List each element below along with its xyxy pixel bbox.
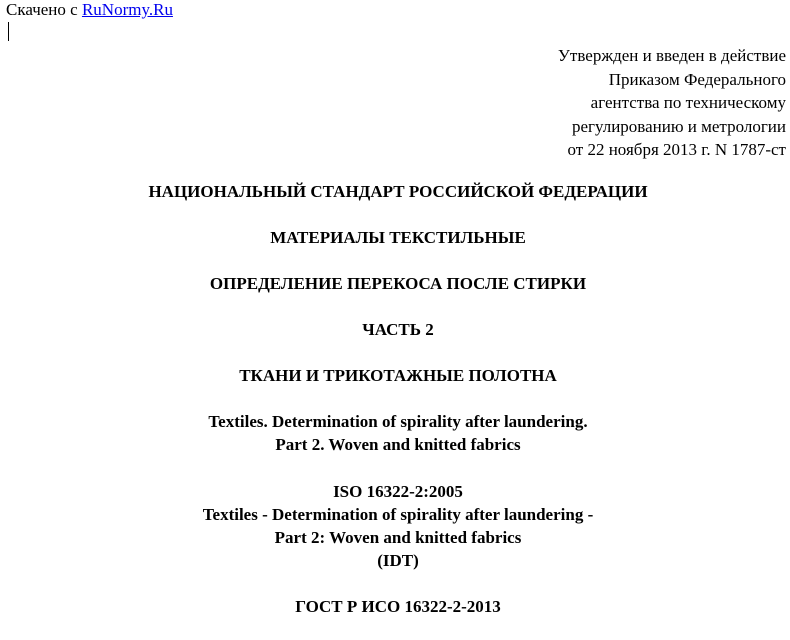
iso-equivalence: (IDT) <box>377 551 419 570</box>
standard-kind-text: НАЦИОНАЛЬНЫЙ СТАНДАРТ РОССИЙСКОЙ ФЕДЕРАЦИИ <box>148 182 648 201</box>
subject-text: МАТЕРИАЛЫ ТЕКСТИЛЬНЫЕ <box>270 228 526 247</box>
part-title-text: ТКАНИ И ТРИКОТАЖНЫЕ ПОЛОТНА <box>239 366 557 385</box>
english-title-line: Part 2. Woven and knitted fabrics <box>275 435 521 454</box>
method-text: ОПРЕДЕЛЕНИЕ ПЕРЕКОСА ПОСЛЕ СТИРКИ <box>209 274 587 293</box>
part-title-heading <box>0 364 790 387</box>
approval-line: регулированию и метрологии <box>571 116 786 136</box>
english-title-block <box>0 410 790 456</box>
iso-title-line: Part 2: Woven and knitted fabrics <box>274 528 522 547</box>
download-prefix-text: Скачено с <box>6 0 82 19</box>
approval-line: агентства по техническому <box>590 93 786 112</box>
method-heading <box>0 272 790 295</box>
iso-number: ISO 16322-2:2005 <box>333 482 463 501</box>
text-cursor <box>8 22 9 41</box>
approval-block <box>386 44 786 162</box>
download-source-line <box>6 0 173 20</box>
part-text: ЧАСТЬ 2 <box>362 320 434 339</box>
iso-title-line: Textiles - Determination of spirality after laundering - <box>202 505 594 524</box>
subject-heading <box>0 226 790 249</box>
approval-line: Утвержден и введен в действие <box>557 46 786 65</box>
gost-number-heading <box>0 595 790 618</box>
source-link[interactable]: RuNormy.Ru <box>81 0 173 19</box>
english-title-line: Textiles. Determination of spirality after laundering. <box>208 412 588 431</box>
approval-line: от 22 ноября 2013 г. N 1787-ст <box>567 140 786 159</box>
part-heading <box>0 318 790 341</box>
iso-block <box>0 480 790 572</box>
approval-line: Приказом Федерального <box>608 69 786 89</box>
gost-number-text: ГОСТ Р ИСО 16322-2-2013 <box>295 597 501 616</box>
standard-kind-heading <box>0 180 790 203</box>
